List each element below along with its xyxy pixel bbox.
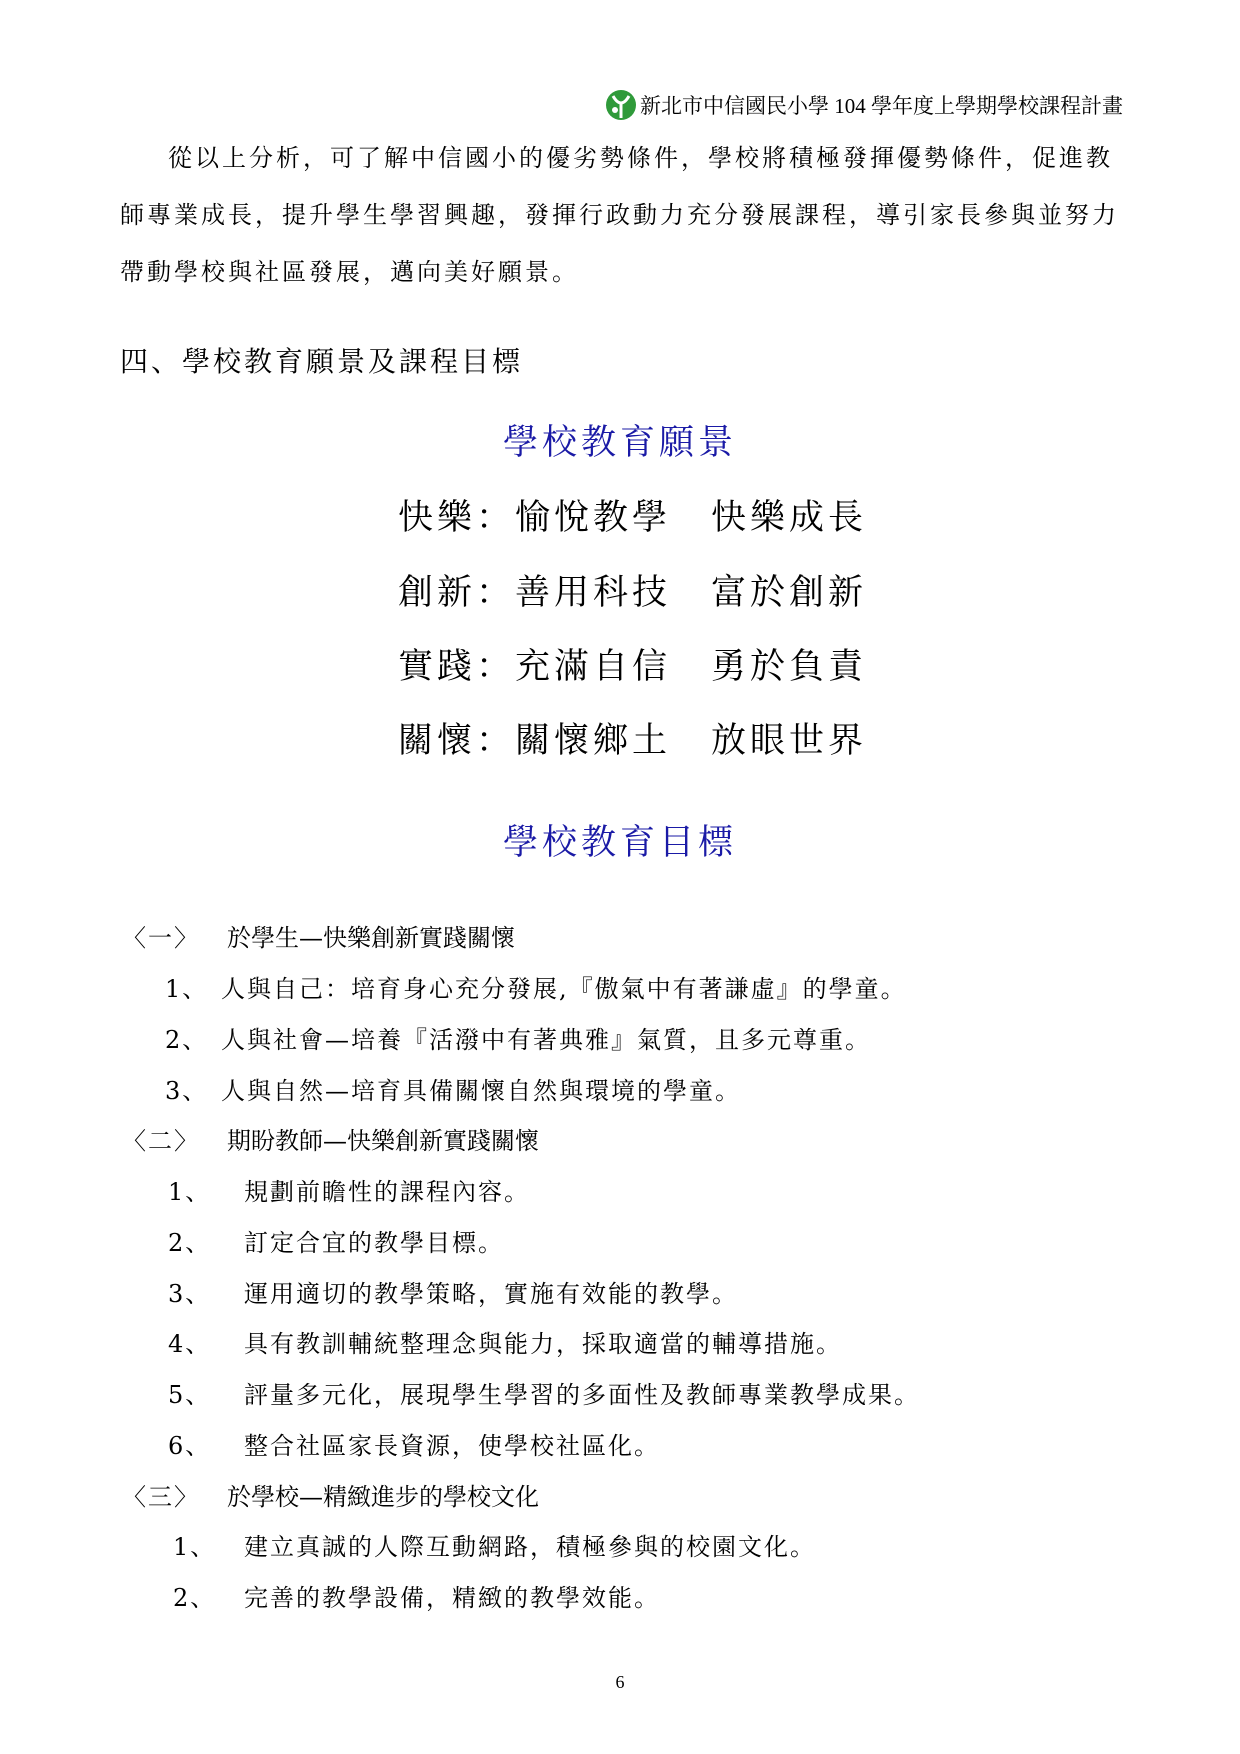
goal-item-text: 評量多元化，展現學生學習的多面性及教師專業教學成果。 bbox=[244, 1381, 920, 1409]
goal-group-heading bbox=[122, 918, 515, 953]
school-logo-icon bbox=[604, 88, 638, 122]
goal-group-label: 〈三〉 bbox=[122, 1483, 200, 1511]
vision-value: 善用科技 bbox=[515, 573, 672, 613]
goal-item-number: 1、 bbox=[165, 975, 209, 1003]
goal-item bbox=[168, 1274, 738, 1309]
intro-paragraph: 從以上分析，可了解中信國小的優劣勢條件，學校將積極發揮優勢條件，促進教師專業成長，提升學生學習興趣，發揮行政動力充分發展課程，導引家長參與並努力帶動學校與社區發展，邁向美好願景。 bbox=[120, 144, 1119, 286]
goal-group-label: 〈二〉 bbox=[122, 1127, 200, 1155]
goal-item bbox=[165, 969, 907, 1004]
vision-value: 放眼世界 bbox=[711, 721, 868, 761]
vision-line bbox=[398, 639, 867, 689]
goal-item bbox=[168, 1324, 842, 1359]
section-title: 四、學校教育願景及課程目標 bbox=[120, 345, 524, 378]
goal-item bbox=[165, 1020, 871, 1055]
vision-title: 學校教育願景 bbox=[502, 423, 737, 463]
vision-line bbox=[398, 490, 867, 540]
goal-group-title: 於學生—快樂創新實踐關懷 bbox=[227, 924, 515, 952]
goal-item bbox=[173, 1527, 816, 1562]
goal-group-heading bbox=[122, 1477, 539, 1512]
vision-value: 快樂成長 bbox=[711, 498, 868, 538]
vision-line bbox=[398, 565, 867, 615]
vision-value: 關懷鄉土 bbox=[515, 721, 672, 761]
vision-value: 愉悅教學 bbox=[515, 498, 672, 538]
goal-group-heading bbox=[122, 1121, 539, 1156]
goal-item-text: 整合社區家長資源，使學校社區化。 bbox=[244, 1432, 660, 1460]
goal-item-number: 2、 bbox=[173, 1584, 217, 1612]
page-header bbox=[604, 88, 1123, 122]
goal-item-number: 3、 bbox=[165, 1077, 209, 1105]
goal-item-text: 人與社會—培養『活潑中有著典雅』氣質，且多元尊重。 bbox=[221, 1026, 871, 1054]
goal-item bbox=[173, 1578, 660, 1613]
vision-key: 關懷： bbox=[398, 721, 516, 761]
goal-item-number: 3、 bbox=[168, 1280, 212, 1308]
goal-item-number: 2、 bbox=[165, 1026, 209, 1054]
goal-item bbox=[165, 1071, 741, 1106]
page-number: 6 bbox=[615, 1672, 625, 1692]
goal-item-number: 1、 bbox=[168, 1178, 212, 1206]
goal-item-text: 訂定合宜的教學目標。 bbox=[244, 1229, 504, 1257]
goal-item-text: 規劃前瞻性的課程內容。 bbox=[244, 1178, 530, 1206]
vision-value: 充滿自信 bbox=[515, 647, 672, 687]
vision-key: 快樂： bbox=[398, 498, 516, 538]
goal-item bbox=[168, 1426, 660, 1461]
goal-item-number: 2、 bbox=[168, 1229, 212, 1257]
goal-group-label: 〈一〉 bbox=[122, 924, 200, 952]
goal-item bbox=[168, 1375, 920, 1410]
goal-item bbox=[168, 1223, 504, 1258]
goal-item-text: 完善的教學設備，精緻的教學效能。 bbox=[244, 1584, 660, 1612]
goal-item-text: 人與自己：培育身心充分發展,『傲氣中有著謙虛』的學童。 bbox=[221, 975, 907, 1003]
vision-key: 創新： bbox=[398, 573, 516, 613]
goal-group-title: 於學校—精緻進步的學校文化 bbox=[227, 1483, 539, 1511]
goal-group-title: 期盼教師—快樂創新實踐關懷 bbox=[227, 1127, 539, 1155]
vision-value: 勇於負責 bbox=[711, 647, 868, 687]
vision-line bbox=[398, 713, 867, 763]
goal-item-text: 建立真誠的人際互動網路，積極參與的校園文化。 bbox=[244, 1533, 816, 1561]
vision-value: 富於創新 bbox=[711, 573, 868, 613]
goal-item-text: 人與自然—培育具備關懷自然與環境的學童。 bbox=[221, 1077, 741, 1105]
goals-title: 學校教育目標 bbox=[502, 823, 737, 863]
goal-item-number: 1、 bbox=[173, 1533, 217, 1561]
goal-item-number: 4、 bbox=[168, 1330, 212, 1358]
vision-key: 實踐： bbox=[398, 647, 516, 687]
goal-item-text: 具有教訓輔統整理念與能力，採取適當的輔導措施。 bbox=[244, 1330, 842, 1358]
header-title: 新北市中信國民小學 104 學年度上學期學校課程計畫 bbox=[640, 94, 1123, 118]
goal-item-number: 6、 bbox=[168, 1432, 212, 1460]
goal-item-text: 運用適切的教學策略，實施有效能的教學。 bbox=[244, 1280, 738, 1308]
goal-item-number: 5、 bbox=[168, 1381, 212, 1409]
goal-item bbox=[168, 1172, 530, 1207]
